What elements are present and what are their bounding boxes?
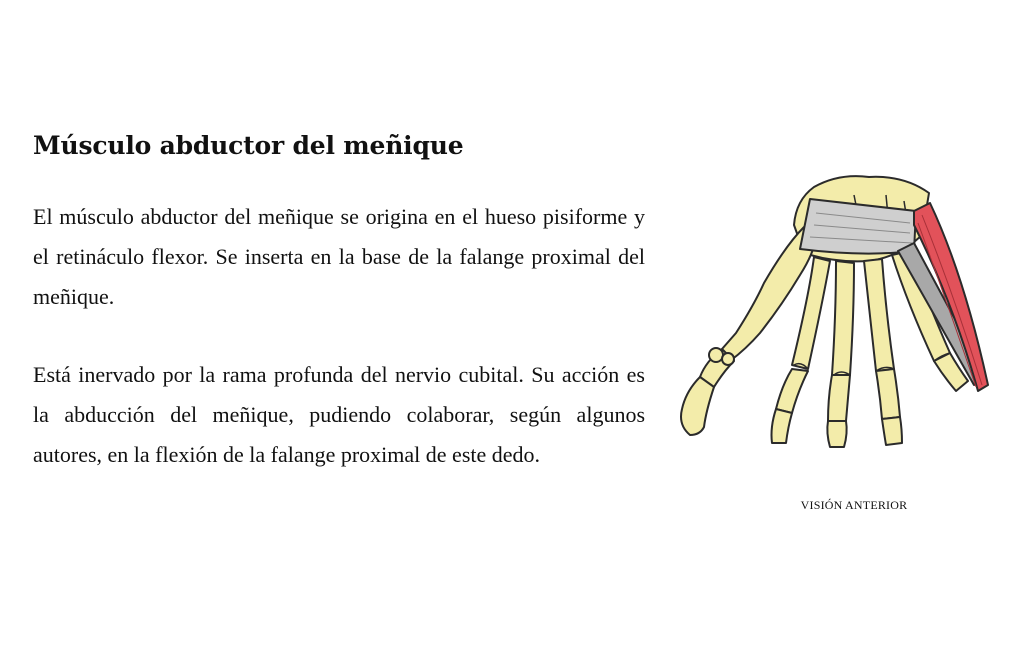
index-distal-phalanx — [772, 409, 793, 443]
ring-metacarpal — [864, 259, 894, 371]
sesamoid-bone — [722, 353, 734, 365]
middle-metacarpal — [832, 261, 854, 375]
middle-proximal-phalanx — [828, 375, 850, 421]
sesamoid-bone — [709, 348, 723, 362]
ring-distal-phalanx — [882, 417, 902, 445]
ring-proximal-phalanx — [876, 369, 900, 419]
figure-anterior-view — [664, 165, 1004, 525]
paragraph-innervation-action: Está inervado por la rama profunda del nervio cubital. Su acción es la abducción del meñique, pudiendo colaborar, según algunos autores, en la flexión de la falange proximal de este dedo. — [33, 362, 645, 467]
page-title: Músculo abductor del meñique — [33, 131, 464, 160]
middle-distal-phalanx — [827, 421, 846, 447]
paragraph-origin-insertion: El músculo abductor del meñique se origina en el hueso pisiforme y el retináculo flexor. Se inserta en la base de la falange proximal del meñique. — [33, 204, 645, 309]
figure-caption: VISIÓN ANTERIOR — [800, 498, 908, 512]
index-proximal-phalanx — [776, 369, 808, 413]
hand-skeleton-illustration — [664, 165, 1004, 455]
article — [33, 127, 645, 475]
thumb-distal-phalanx — [681, 377, 714, 435]
